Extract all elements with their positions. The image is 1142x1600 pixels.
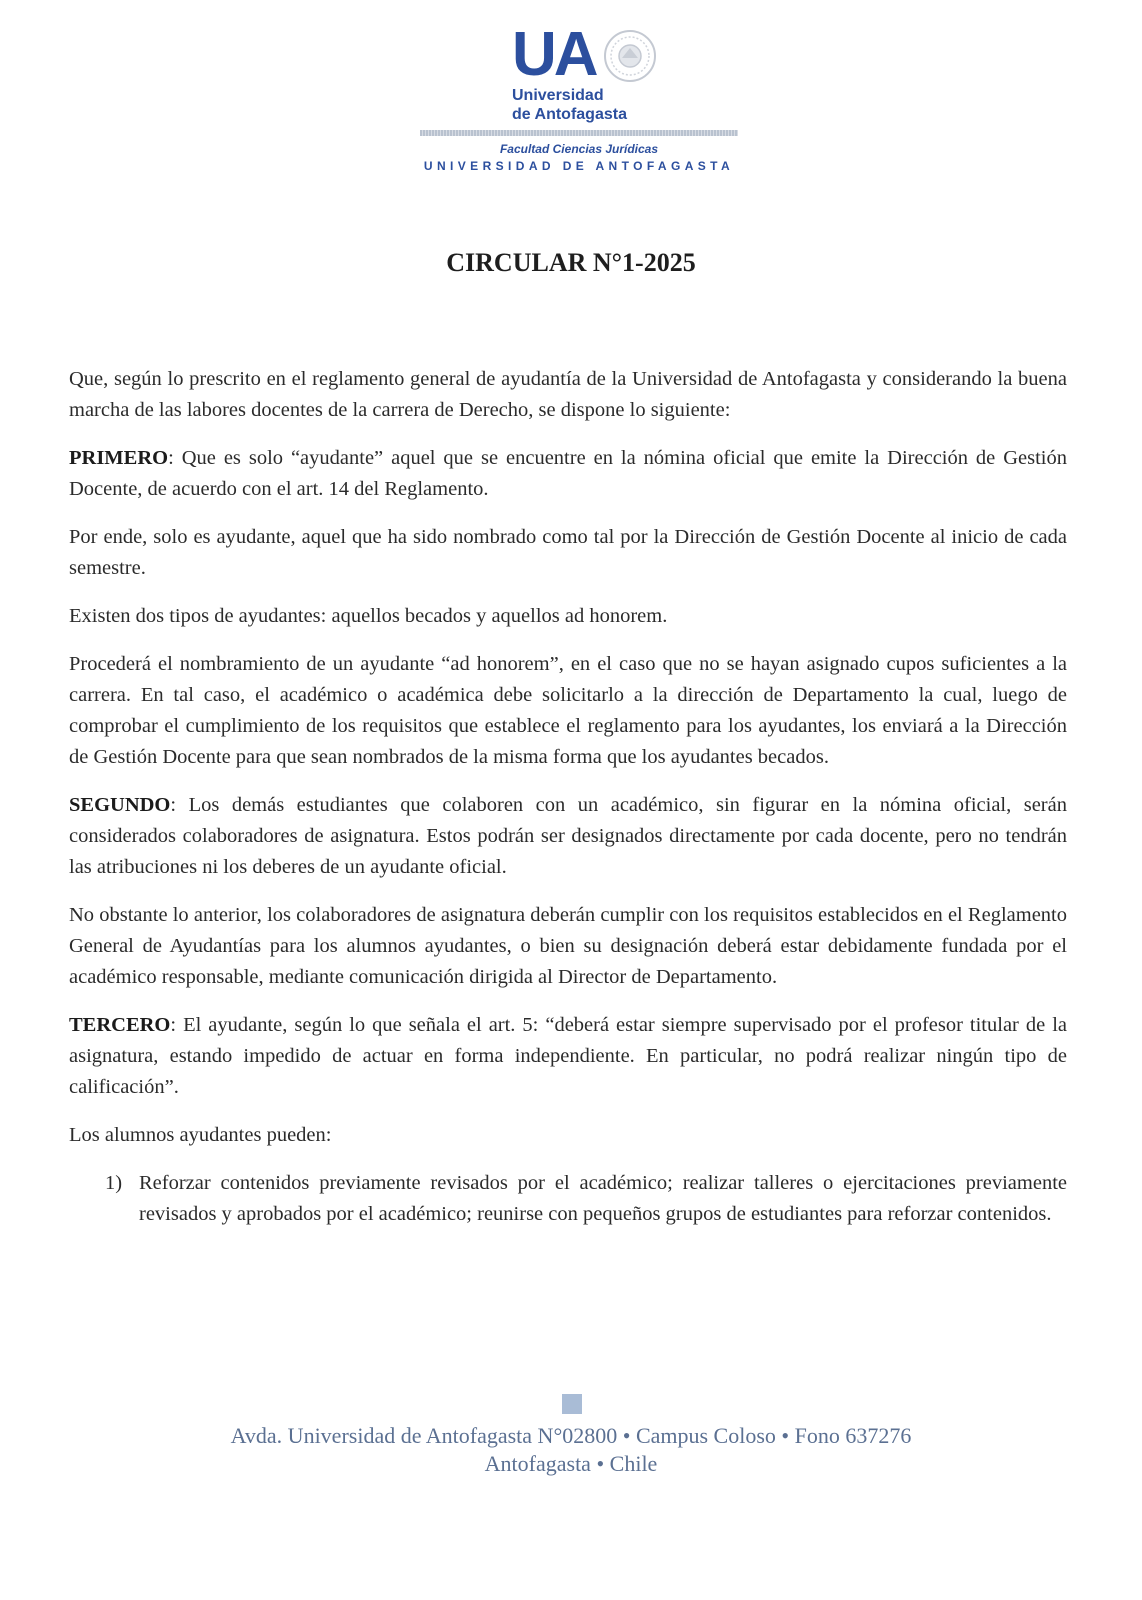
list-item [69, 1168, 1067, 1230]
primero-paragraph [69, 443, 1067, 505]
tercero-text: : El ayudante, según lo que señala el art. 5: “deberá estar siempre supervisado por el profesor titular de la asignatura, estando impedido de actuar en forma independiente. En particular, no podrá realizar ningún tipo de calificación”. [69, 1014, 1067, 1098]
document-title: CIRCULAR N°1-2025 [446, 248, 696, 277]
footer-square-icon [562, 1394, 582, 1414]
logo-wordmark [512, 86, 627, 124]
list-item-number: 1) [105, 1172, 123, 1194]
tercero-paragraph [69, 1010, 1067, 1103]
tercero-label: TERCERO [69, 1014, 171, 1036]
segundo-text: : Los demás estudiantes que colaboren con un académico, sin figurar en la nómina oficial, serán considerados colaboradores de asignatura. Estos podrán ser designados directamente por cada docente, pero no tendrán las atribuciones ni los deberes de un ayudante oficial. [69, 794, 1067, 878]
segundo-paragraph [69, 790, 1067, 883]
university-logo [420, 22, 740, 182]
tipos-paragraph: Existen dos tipos de ayudantes: aquellos becados y aquellos ad honorem. [69, 605, 668, 627]
logo-letters: UA [512, 20, 596, 89]
document-body [69, 364, 1067, 1247]
procedera-paragraph: Procederá el nombramiento de un ayudante “ad honorem”, en el caso que no se hayan asignado cupos suficientes a la carrera. En tal caso, el académico o académica debe solicitarlo a la dirección de Departamento la cual, luego de comprobar el cumplimiento de los requisitos que establece el reglamento para los ayudantes, los enviará a la Dirección de Gestión Docente para que sean nombrados de la misma forma que los ayudantes becados. [69, 653, 1067, 768]
header-divider [420, 130, 738, 136]
faculty-name: Facultad Ciencias Jurídicas [499, 142, 659, 156]
primero-text: : Que es solo “ayudante” aquel que se encuentre en la nómina oficial que emite la Dirección de Gestión Docente, de acuerdo con el art. 14 del Reglamento. [69, 447, 1067, 500]
segundo-label: SEGUNDO [69, 794, 171, 816]
university-name: UNIVERSIDAD DE ANTOFAGASTA [423, 159, 735, 173]
pueden-paragraph: Los alumnos ayudantes pueden: [69, 1124, 332, 1146]
logo-line1: Universidad [512, 87, 604, 104]
seal-icon [602, 28, 658, 84]
por-ende-paragraph: Por ende, solo es ayudante, aquel que ha sido nombrado como tal por la Dirección de Gestión Docente al inicio de cada semestre. [69, 526, 1067, 579]
primero-label: PRIMERO [69, 447, 169, 469]
intro-paragraph: Que, según lo prescrito en el reglamento general de ayudantía de la Universidad de Antofagasta y considerando la buena marcha de las labores docentes de la carrera de Derecho, se dispone lo siguiente: [69, 368, 1067, 421]
no-obstante-paragraph: No obstante lo anterior, los colaboradores de asignatura deberán cumplir con los requisitos establecidos en el Reglamento General de Ayudantías para los alumnos ayudantes, o bien su designación deberá estar debidamente fundada por el académico responsable, mediante comunicación dirigida al Director de Departamento. [69, 904, 1067, 988]
footer-address: Avda. Universidad de Antofagasta N°02800 • Campus Coloso • Fono 637276 [230, 1423, 912, 1448]
logo-line2: de Antofagasta [512, 106, 627, 123]
list-item-text: Reforzar contenidos previamente revisados por el académico; realizar talleres o ejercitaciones previamente revisados y aprobados por el académico; reunirse con pequeños grupos de estudiantes para reforzar contenidos. [139, 1172, 1067, 1225]
footer-city: Antofagasta • Chile [484, 1451, 658, 1476]
